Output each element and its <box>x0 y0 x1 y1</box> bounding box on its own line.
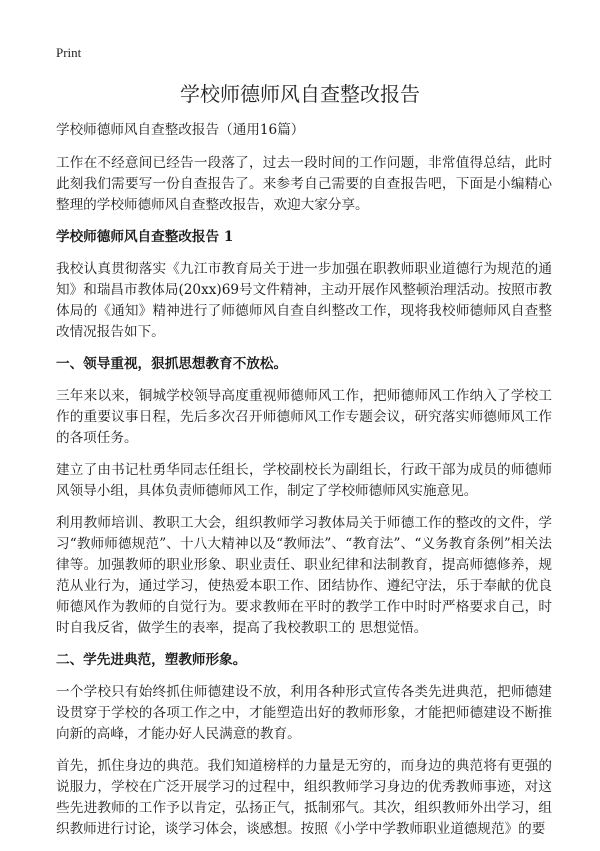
heading-1: 一、领导重视，狠抓思想教育不放松。 <box>56 356 288 372</box>
paragraph-1: 我校认真贯彻落实《九江市教育局关于进一步加强在职教师职业道德行为规范的通知》和瑞昌市教体局(20xx)69号文件精神，主动开展作风整顿治理活动。按照市教体局的《通知》精神进行了师德师风自查自纠整改工作，现将我校师德师风自查整改情况报告如下。 <box>56 261 552 340</box>
paragraph-6: 首先，抓住身边的典范。我们知道榜样的力量是无穷的，而身边的典范将有更强的说服力，学校在广泛开展学习的过程中，组织教师学习身边的优秀教师事迹，对这些先进教师的工作予以肯定，弘扬正气，抵制邪气。其次，组织教师外出学习，组织教师进行讨论，谈学习体会，谈感想。按照《小学中学教师职业道德规范》的要 <box>56 758 552 837</box>
paragraph-2: 三年来以来，铜城学校领导高度重视师德师风工作，把师德师风工作纳入了学校工作的重要议事日程，先后多次召开师德师风工作专题会议，研究落实师德师风工作的各项任务。 <box>56 388 552 446</box>
print-label: Print <box>56 45 82 60</box>
paragraph-3: 建立了由书记杜勇华同志任组长，学校副校长为副组长，行政干部为成员的师德师风领导小组，具体负责师德师风工作，制定了学校师德师风实施意见。 <box>56 462 552 499</box>
page-title: 学校师德师风自查整改报告 <box>180 82 420 106</box>
section-title: 学校师德师风自查整改报告 1 <box>56 229 234 245</box>
document-body <box>56 120 552 851</box>
paragraph-5: 一个学校只有始终抓住师德建设不放，利用各种形式宣传各类先进典范，把师德建设贯穿于学校的各项工作之中，才能塑造出好的教师形象，才能把师德建设不断推向新的高峰，才能办好人民满意的教育。 <box>56 684 552 742</box>
document-subtitle: 学校师德师风自查整改报告（通用16篇） <box>56 122 305 138</box>
paragraph-4: 利用教师培训、教职工大会，组织教师学习教体局关于师德工作的整改的文件，学习“教师师德规范”、十八大精神以及“教师法”、“教育法”、“义务教育条例”相关法律等。加强教师的职业形象、职业责任、职业纪律和法制教育，提高师德修养，规范从业行为，通过学习，使热爱本职工作、团结协作、遵纪守法，乐于奉献的优良师德风作为教师的自觉行为。要求教师在平时的教学工作中时时严格要求自己，时时自我反省，做学生的表率，提高了我校教职工的 思想觉悟。 <box>56 515 552 636</box>
heading-2: 二、学先进典范，塑教师形象。 <box>56 652 247 668</box>
intro-paragraph: 工作在不经意间已经告一段落了，过去一段时间的工作问题，非常值得总结，此时此刻我们需要写一份自查报告了。来参考自己需要的自查报告吧，下面是小编精心整理的学校师德师风自查整改报告，欢迎大家分享。 <box>56 155 552 213</box>
